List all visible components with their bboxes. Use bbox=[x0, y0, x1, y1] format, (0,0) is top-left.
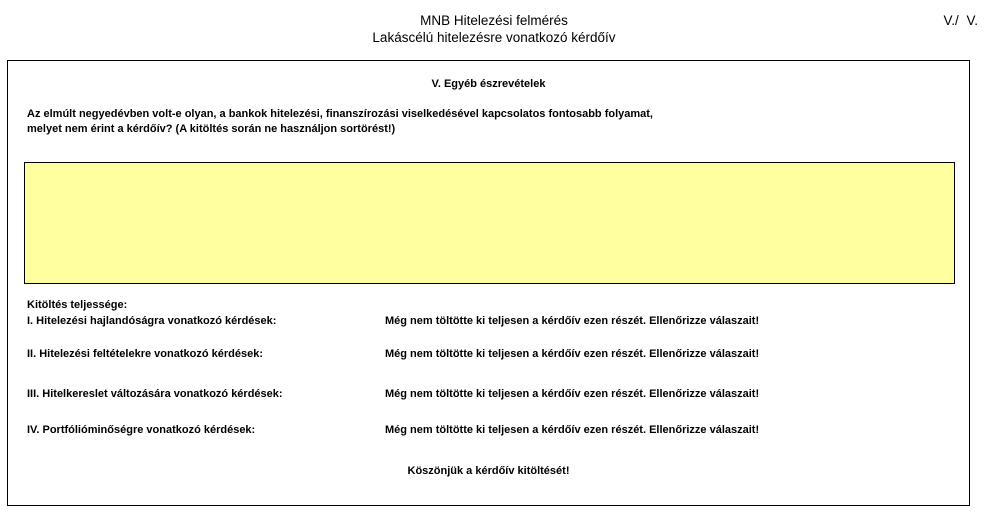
thank-you-message: Köszönjük a kérdőív kitöltését! bbox=[407, 465, 570, 477]
completeness-row-label-2: II. Hitelezési feltételekre vonatkozó kérdések: bbox=[27, 348, 263, 360]
page-reference: V./ V. bbox=[943, 13, 978, 28]
completeness-title: Kitöltés teljessége: bbox=[27, 299, 128, 311]
completeness-row-status-3: Még nem töltötte ki teljesen a kérdőív ezen részét. Ellenőrizze válaszait! bbox=[385, 388, 760, 400]
completeness-row-label-3: III. Hitelkereslet változására vonatkozó kérdések: bbox=[27, 388, 283, 400]
section-title: V. Egyéb észrevételek bbox=[431, 78, 546, 90]
completeness-row-status-1: Még nem töltötte ki teljesen a kérdőív ezen részét. Ellenőrizze válaszait! bbox=[385, 315, 760, 327]
answer-input-cell[interactable] bbox=[24, 162, 955, 284]
completeness-row-status-2: Még nem töltötte ki teljesen a kérdőív ezen részét. Ellenőrizze válaszait! bbox=[385, 348, 760, 360]
question-line-2: melyet nem érint a kérdőív? (A kitöltés során ne használjon sortörést!) bbox=[27, 123, 396, 135]
survey-subtitle: Lakáscélú hitelezésre vonatkozó kérdőív bbox=[372, 30, 616, 45]
question-line-1: Az elmúlt negyedévben volt-e olyan, a bankok hitelezési, finanszírozási viselkedésével kapcsolatos fontosabb folyamat, bbox=[27, 108, 653, 120]
survey-title: MNB Hitelezési felmérés bbox=[420, 13, 568, 28]
completeness-row-label-1: I. Hitelezési hajlandóságra vonatkozó kérdések: bbox=[27, 315, 277, 327]
question-text bbox=[27, 107, 653, 137]
document-header bbox=[0, 12, 988, 46]
completeness-row-status-4: Még nem töltötte ki teljesen a kérdőív ezen részét. Ellenőrizze válaszait! bbox=[385, 424, 760, 436]
completeness-row-label-4: IV. Portfólióminőségre vonatkozó kérdések: bbox=[27, 424, 256, 436]
form-frame bbox=[7, 60, 970, 506]
